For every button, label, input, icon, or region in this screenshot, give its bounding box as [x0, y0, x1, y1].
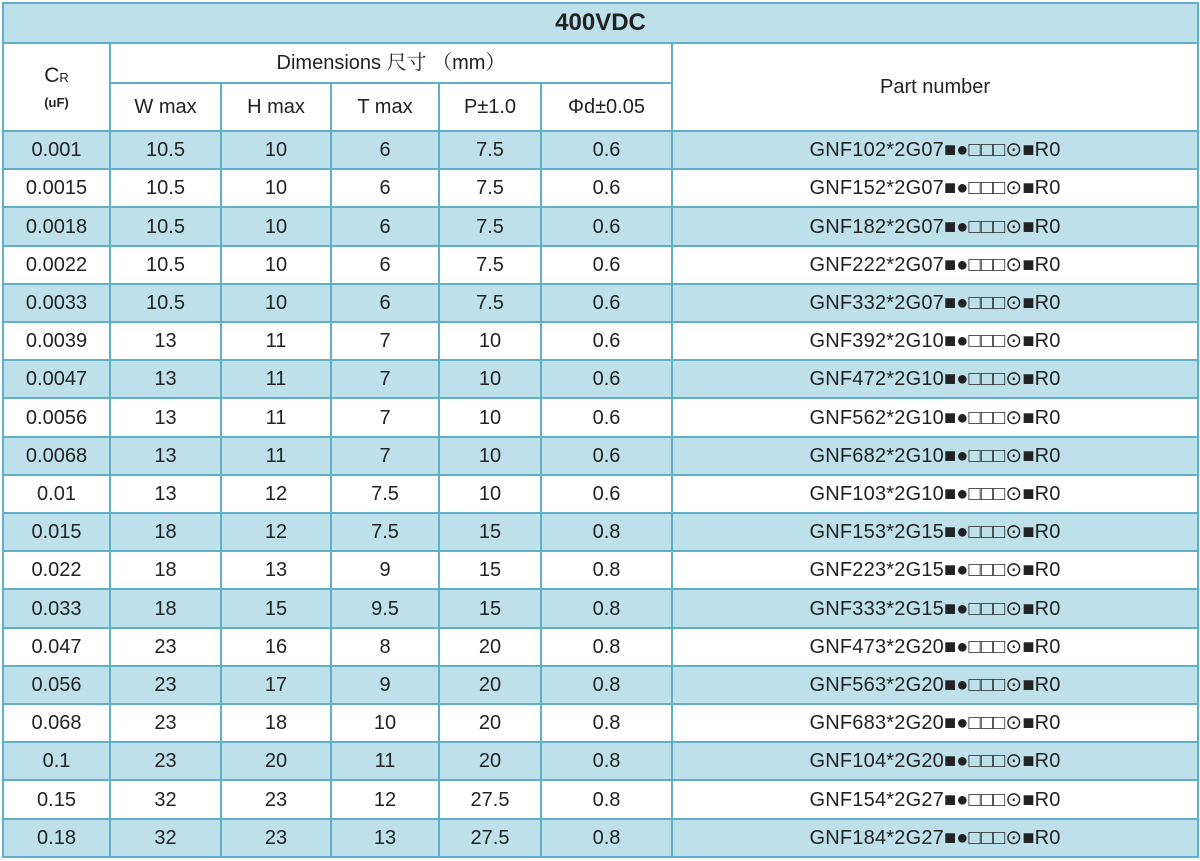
cell-part-number: GNF683*2G20■●□□□⊙■R0 [672, 704, 1198, 742]
header-cr-unit: (uF) [44, 95, 69, 110]
cell-lead-diameter: 0.6 [541, 437, 672, 475]
cell-lead-diameter: 0.6 [541, 169, 672, 207]
cell-t-max: 10 [331, 704, 439, 742]
cell-part-number: GNF152*2G07■●□□□⊙■R0 [672, 169, 1198, 207]
header-lead-diameter: Φd±0.05 [541, 83, 672, 131]
cell-h-max: 11 [221, 398, 331, 436]
cell-capacitance: 0.0047 [3, 360, 110, 398]
cell-capacitance: 0.0068 [3, 437, 110, 475]
cell-t-max: 7.5 [331, 475, 439, 513]
cell-t-max: 8 [331, 628, 439, 666]
cell-part-number: GNF222*2G07■●□□□⊙■R0 [672, 246, 1198, 284]
cell-h-max: 16 [221, 628, 331, 666]
cell-h-max: 10 [221, 246, 331, 284]
cell-t-max: 11 [331, 742, 439, 780]
header-part-number: Part number [672, 43, 1198, 131]
cell-capacitance: 0.0022 [3, 246, 110, 284]
cell-part-number: GNF153*2G15■●□□□⊙■R0 [672, 513, 1198, 551]
cell-h-max: 12 [221, 513, 331, 551]
header-cr [3, 43, 110, 131]
cell-t-max: 12 [331, 780, 439, 818]
cell-h-max: 10 [221, 207, 331, 245]
cell-lead-diameter: 0.8 [541, 589, 672, 627]
cell-pitch: 10 [439, 322, 541, 360]
table-row [3, 742, 1198, 780]
cell-t-max: 6 [331, 284, 439, 322]
cell-lead-diameter: 0.8 [541, 628, 672, 666]
cell-t-max: 6 [331, 169, 439, 207]
table-row [3, 475, 1198, 513]
cell-capacitance: 0.0056 [3, 398, 110, 436]
cell-part-number: GNF332*2G07■●□□□⊙■R0 [672, 284, 1198, 322]
cell-h-max: 18 [221, 704, 331, 742]
cell-h-max: 20 [221, 742, 331, 780]
cell-lead-diameter: 0.6 [541, 246, 672, 284]
cell-pitch: 7.5 [439, 284, 541, 322]
cell-w-max: 10.5 [110, 207, 221, 245]
cell-capacitance: 0.15 [3, 780, 110, 818]
cell-capacitance: 0.0039 [3, 322, 110, 360]
cell-w-max: 13 [110, 437, 221, 475]
cell-t-max: 9 [331, 666, 439, 704]
cell-lead-diameter: 0.6 [541, 207, 672, 245]
cell-h-max: 10 [221, 284, 331, 322]
cell-h-max: 15 [221, 589, 331, 627]
cell-h-max: 23 [221, 819, 331, 857]
cell-lead-diameter: 0.8 [541, 513, 672, 551]
table-row [3, 207, 1198, 245]
cell-lead-diameter: 0.6 [541, 284, 672, 322]
table-row [3, 322, 1198, 360]
cell-lead-diameter: 0.8 [541, 819, 672, 857]
cell-lead-diameter: 0.8 [541, 666, 672, 704]
cell-w-max: 18 [110, 551, 221, 589]
cell-part-number: GNF182*2G07■●□□□⊙■R0 [672, 207, 1198, 245]
table-title: 400VDC [3, 3, 1198, 43]
cell-pitch: 7.5 [439, 246, 541, 284]
cell-h-max: 13 [221, 551, 331, 589]
table-row [3, 131, 1198, 169]
cell-t-max: 7 [331, 437, 439, 475]
cell-w-max: 10.5 [110, 246, 221, 284]
cell-w-max: 23 [110, 628, 221, 666]
cell-t-max: 6 [331, 246, 439, 284]
header-h-max: H max [221, 83, 331, 131]
cell-t-max: 7 [331, 360, 439, 398]
cell-capacitance: 0.001 [3, 131, 110, 169]
cell-capacitance: 0.1 [3, 742, 110, 780]
cell-part-number: GNF104*2G20■●□□□⊙■R0 [672, 742, 1198, 780]
header-t-max: T max [331, 83, 439, 131]
table-row [3, 169, 1198, 207]
cell-t-max: 13 [331, 819, 439, 857]
cell-part-number: GNF562*2G10■●□□□⊙■R0 [672, 398, 1198, 436]
cell-part-number: GNF102*2G07■●□□□⊙■R0 [672, 131, 1198, 169]
cell-h-max: 17 [221, 666, 331, 704]
cell-part-number: GNF154*2G27■●□□□⊙■R0 [672, 780, 1198, 818]
table-row [3, 284, 1198, 322]
cell-lead-diameter: 0.8 [541, 780, 672, 818]
cell-pitch: 15 [439, 513, 541, 551]
table-row [3, 513, 1198, 551]
cell-pitch: 7.5 [439, 169, 541, 207]
cell-w-max: 18 [110, 513, 221, 551]
cell-pitch: 20 [439, 742, 541, 780]
cell-w-max: 23 [110, 666, 221, 704]
cell-part-number: GNF223*2G15■●□□□⊙■R0 [672, 551, 1198, 589]
cell-lead-diameter: 0.8 [541, 742, 672, 780]
cell-pitch: 10 [439, 398, 541, 436]
cell-w-max: 10.5 [110, 131, 221, 169]
cell-h-max: 10 [221, 131, 331, 169]
cell-capacitance: 0.0015 [3, 169, 110, 207]
cell-pitch: 15 [439, 589, 541, 627]
cell-pitch: 7.5 [439, 207, 541, 245]
cell-w-max: 10.5 [110, 284, 221, 322]
cell-h-max: 23 [221, 780, 331, 818]
cell-part-number: GNF103*2G10■●□□□⊙■R0 [672, 475, 1198, 513]
cell-lead-diameter: 0.6 [541, 475, 672, 513]
cell-w-max: 13 [110, 360, 221, 398]
table-row [3, 360, 1198, 398]
cell-pitch: 10 [439, 437, 541, 475]
table-body [3, 131, 1198, 857]
cell-t-max: 6 [331, 131, 439, 169]
table-row [3, 398, 1198, 436]
table-row [3, 589, 1198, 627]
cell-lead-diameter: 0.6 [541, 322, 672, 360]
cell-w-max: 32 [110, 780, 221, 818]
cell-pitch: 27.5 [439, 780, 541, 818]
cell-lead-diameter: 0.6 [541, 360, 672, 398]
cell-part-number: GNF333*2G15■●□□□⊙■R0 [672, 589, 1198, 627]
cell-lead-diameter: 0.8 [541, 551, 672, 589]
cell-w-max: 23 [110, 704, 221, 742]
cell-capacitance: 0.047 [3, 628, 110, 666]
cell-capacitance: 0.18 [3, 819, 110, 857]
cell-w-max: 13 [110, 398, 221, 436]
cell-capacitance: 0.033 [3, 589, 110, 627]
header-pitch: P±1.0 [439, 83, 541, 131]
table-row [3, 819, 1198, 857]
cell-lead-diameter: 0.8 [541, 704, 672, 742]
cell-pitch: 10 [439, 360, 541, 398]
cell-pitch: 27.5 [439, 819, 541, 857]
table-row [3, 704, 1198, 742]
cell-h-max: 11 [221, 437, 331, 475]
cell-w-max: 13 [110, 322, 221, 360]
cell-part-number: GNF563*2G20■●□□□⊙■R0 [672, 666, 1198, 704]
cell-part-number: GNF682*2G10■●□□□⊙■R0 [672, 437, 1198, 475]
cell-t-max: 6 [331, 207, 439, 245]
cell-capacitance: 0.0033 [3, 284, 110, 322]
table-row [3, 437, 1198, 475]
table-row [3, 780, 1198, 818]
header-cr-sub: R [59, 70, 69, 85]
cell-lead-diameter: 0.6 [541, 131, 672, 169]
cell-w-max: 13 [110, 475, 221, 513]
cell-part-number: GNF392*2G10■●□□□⊙■R0 [672, 322, 1198, 360]
header-w-max: W max [110, 83, 221, 131]
cell-pitch: 7.5 [439, 131, 541, 169]
cell-t-max: 9 [331, 551, 439, 589]
cell-part-number: GNF473*2G20■●□□□⊙■R0 [672, 628, 1198, 666]
cell-w-max: 18 [110, 589, 221, 627]
cell-pitch: 15 [439, 551, 541, 589]
cell-h-max: 11 [221, 360, 331, 398]
table-row [3, 628, 1198, 666]
table-row [3, 666, 1198, 704]
cell-t-max: 7 [331, 322, 439, 360]
cell-pitch: 10 [439, 475, 541, 513]
cell-t-max: 7 [331, 398, 439, 436]
cell-pitch: 20 [439, 628, 541, 666]
table-row [3, 551, 1198, 589]
cell-h-max: 10 [221, 169, 331, 207]
cell-capacitance: 0.056 [3, 666, 110, 704]
header-cr-main: C [44, 64, 60, 87]
cell-h-max: 12 [221, 475, 331, 513]
cell-capacitance: 0.01 [3, 475, 110, 513]
spec-table [2, 2, 1199, 858]
cell-capacitance: 0.0018 [3, 207, 110, 245]
cell-w-max: 32 [110, 819, 221, 857]
cell-part-number: GNF184*2G27■●□□□⊙■R0 [672, 819, 1198, 857]
table-row [3, 246, 1198, 284]
cell-capacitance: 0.015 [3, 513, 110, 551]
cell-lead-diameter: 0.6 [541, 398, 672, 436]
cell-capacitance: 0.068 [3, 704, 110, 742]
cell-part-number: GNF472*2G10■●□□□⊙■R0 [672, 360, 1198, 398]
cell-h-max: 11 [221, 322, 331, 360]
cell-t-max: 7.5 [331, 513, 439, 551]
cell-t-max: 9.5 [331, 589, 439, 627]
header-dimensions: Dimensions 尺寸 （mm） [110, 43, 672, 83]
cell-w-max: 23 [110, 742, 221, 780]
cell-pitch: 20 [439, 704, 541, 742]
cell-pitch: 20 [439, 666, 541, 704]
cell-w-max: 10.5 [110, 169, 221, 207]
cell-capacitance: 0.022 [3, 551, 110, 589]
